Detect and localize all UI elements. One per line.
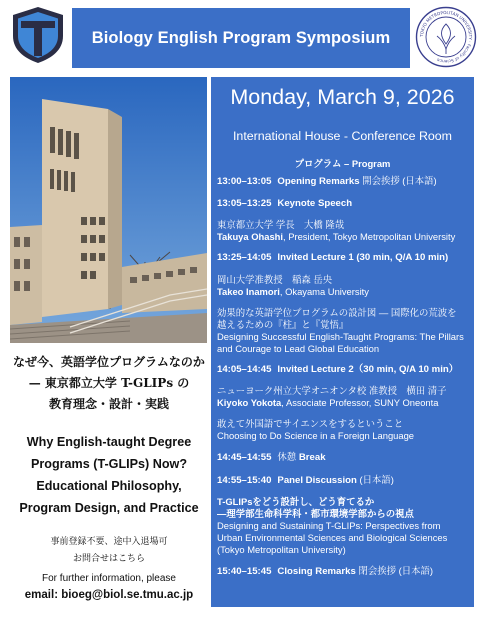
faculty-seal-logo [415, 6, 477, 68]
schedule-item-break [217, 451, 472, 465]
schedule-item-opening [217, 175, 472, 189]
slot-jp: (日本語) [359, 473, 394, 485]
slot-time: 14:05–14:45 [217, 363, 272, 375]
lecture1-speaker-jp: 岡山大学准教授 稲森 岳央 [217, 273, 333, 285]
panel-topic-jp-1 [217, 496, 472, 508]
speaker-name: Takuya Ohashi [217, 231, 283, 242]
en-title-line: Program Design, and Practice [19, 501, 199, 515]
talk-line: 越えるための『柱』と『覚悟』 [217, 318, 349, 330]
lecture2-talk-en: Choosing to Do Science in a Foreign Language [217, 430, 415, 441]
en-title-line: Educational Philosophy, [36, 479, 182, 493]
panel-topic-line: T-GLIPsをどう設計し、どう育てるか [217, 496, 375, 507]
talk-line: 効果的な英語学位プログラムの設計図 — 国際化の荒波を [217, 306, 457, 318]
slot-time: 13:25–14:05 [217, 252, 272, 263]
note-jp-line: 事前登録不要、途中入退場可 [50, 537, 168, 547]
talk-line: Designing Successful English-Taught Programs: The Pillars [217, 330, 464, 342]
seal-text: TOKYO METROPOLITAN UNIVERSITY · Faculty of Science [418, 9, 474, 65]
keynote-speaker [217, 231, 472, 243]
en-title-line: Programs (T-GLIPs) Now? [30, 457, 188, 471]
schedule-item-keynote [217, 198, 472, 211]
slot-title: Invited Lecture 1 (30 min, Q/A 10 min) [277, 252, 449, 263]
english-title [8, 431, 210, 519]
schedule-item-lecture-1 [217, 252, 472, 265]
panel-topic-line: Designing and Sustaining T-GLIPs: Perspectives from [217, 520, 441, 531]
slot-time: 15:40–15:45 [217, 566, 272, 577]
keynote-speaker-jp: 東京都立大学 学長 大橋 隆哉 [217, 219, 345, 230]
left-info-column [8, 352, 210, 601]
jp-title-line: — 東京都立大学 T-GLIPs の [28, 376, 190, 390]
talk-line: and Courage to Lead Global Education [217, 342, 380, 354]
schedule-item-panel [217, 474, 472, 488]
slot-title: Closing Remarks [277, 566, 356, 577]
further-info-note: For further information, please [42, 573, 176, 584]
university-shield-logo [12, 6, 64, 64]
panel-topic-jp-2 [217, 508, 472, 520]
slot-jp: 休憩 [277, 451, 297, 462]
program-heading: プログラム – Program [294, 158, 391, 169]
panel-topic-line: (Tokyo Metropolitan University) [217, 544, 346, 555]
lecture2-talk-jp: 敢えて外国語でサイエンスをするということ [217, 418, 404, 429]
slot-time: 14:55–15:40 [217, 474, 272, 486]
note-jp-line: お問合せはこちら [72, 554, 145, 564]
panel-topic-line: —理学部生命科学科・都市環境学部からの視点 [217, 508, 414, 519]
speaker-affiliation: , President, Tokyo Metropolitan University [283, 231, 456, 242]
slot-time: 14:45–14:55 [217, 452, 272, 463]
lecture2-speaker-jp: ニューヨーク州立大学オニオンタ校 准教授 横田 清子 [217, 385, 447, 396]
program-schedule [217, 175, 472, 579]
en-title-line: Why English-taught Degree [26, 435, 192, 449]
program-panel [211, 77, 474, 607]
lecture2-speaker [217, 397, 472, 409]
schedule-item-lecture-2 [217, 364, 472, 377]
panel-topic-line: Urban Environmental Sciences and Biological Sciences [217, 532, 448, 543]
lecture1-talk-en [217, 331, 472, 355]
panel-topic-en [217, 520, 472, 556]
event-venue: International House - Conference Room [232, 129, 453, 143]
slot-title: Opening Remarks [277, 176, 360, 187]
slot-title: Break [298, 452, 326, 463]
slot-title: Invited Lecture 2（30 min, Q/A 10 min） [277, 363, 459, 375]
slot-title: Panel Discussion [277, 474, 357, 486]
speaker-affiliation: , Associate Professor, SUNY Oneonta [281, 397, 439, 408]
jp-title-line: 教育理念・設計・実践 [48, 397, 169, 411]
lecture1-speaker [217, 286, 472, 298]
lecture1-talk-jp [217, 307, 472, 331]
speaker-affiliation: , Okayama University [279, 285, 369, 297]
contact-email[interactable]: email: bioeg@biol.se.tmu.ac.jp [24, 589, 194, 601]
slot-title: Keynote Speech [277, 197, 353, 209]
schedule-item-closing [217, 565, 472, 579]
speaker-name: Takeo Inamori [217, 285, 280, 297]
header [0, 0, 487, 72]
slot-time: 13:05–13:25 [217, 197, 272, 209]
slot-time: 13:00–13:05 [217, 176, 272, 187]
symposium-title: Biology English Program Symposium [72, 8, 410, 68]
japanese-title [8, 352, 210, 415]
jp-title-line: なぜ今、英語学位プログラムなのか [13, 355, 205, 369]
registration-note-jp [8, 534, 210, 568]
event-date: Monday, March 9, 2026 [230, 85, 455, 109]
speaker-name: Kiyoko Yokota [217, 397, 282, 408]
slot-jp: 閉会挨拶 (日本語) [358, 565, 433, 576]
campus-building-photo [10, 77, 207, 343]
slot-jp: 開会挨拶 (日本語) [362, 175, 437, 186]
